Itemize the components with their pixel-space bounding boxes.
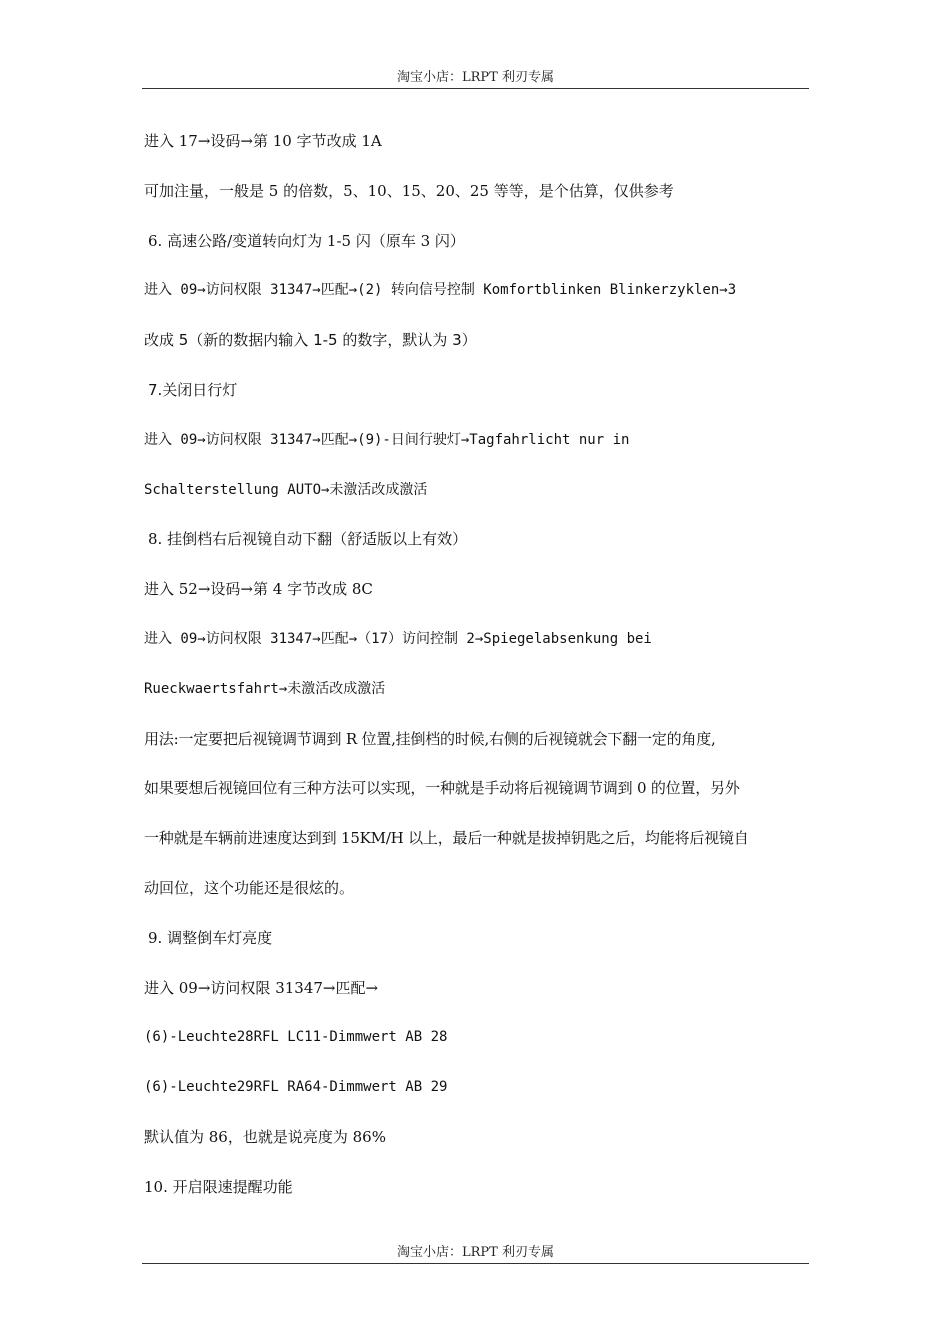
text-line: 用法:一定要把后视镜调节调到 R 位置,挂倒档的时候,右侧的后视镜就会下翻一定的角度,: [144, 729, 716, 748]
text-line: 进入 09→访问权限 31347→匹配→（17）访问控制 2→Spiegelabsenkung bei: [144, 630, 652, 647]
text-line: Schalterstellung AUTO→未激活改成激活: [144, 481, 428, 498]
text-line: 默认值为 86，也就是说亮度为 86%: [144, 1127, 386, 1146]
text-line: 改成 5（新的数据内输入 1-5 的数字，默认为 3）: [144, 331, 477, 350]
text-line: 进入 09→访问权限 31347→匹配→(9)-日间行驶灯→Tagfahrlicht nur in: [144, 431, 630, 448]
section-heading-7: 7.关闭日行灯: [148, 380, 238, 399]
text-line: 动回位，这个功能还是很炫的。: [144, 878, 355, 897]
text-line: (6)-Leuchte29RFL RA64-Dimmwert AB 29: [144, 1079, 448, 1096]
text-line: Rueckwaertsfahrt→未激活改成激活: [144, 680, 386, 697]
section-heading-9: 9. 调整倒车灯亮度: [148, 928, 273, 947]
section-heading-10: 10. 开启限速提醒功能: [144, 1177, 293, 1196]
page-header: 淘宝小店：LRPT 利刃专属: [397, 70, 554, 85]
text-line: 如果要想后视镜回位有三种方法可以实现，一种就是手动将后视镜调节调到 0 的位置，另外: [144, 779, 740, 798]
header-rule: [142, 88, 809, 89]
text-line: 进入 09→访问权限 31347→匹配→: [144, 978, 379, 997]
text-line: 可加注量，一般是 5 的倍数，5、10、15、20、25 等等，是个估算，仅供参考: [144, 181, 674, 200]
document-body: [144, 128, 809, 1224]
text-line: 进入 09→访问权限 31347→匹配→(2) 转向信号控制 Komfortblinken Blinkerzyklen→3: [144, 282, 737, 299]
section-heading-6: 6. 高速公路/变道转向灯为 1-5 闪（原车 3 闪）: [148, 231, 465, 250]
text-line: 进入 52→设码→第 4 字节改成 8C: [144, 580, 373, 599]
text-line: 进入 17→设码→第 10 字节改成 1A: [144, 132, 382, 150]
text-line: (6)-Leuchte28RFL LC11-Dimmwert AB 28: [144, 1029, 448, 1046]
page-footer: 淘宝小店：LRPT 利刃专属: [397, 1245, 554, 1260]
section-heading-8: 8. 挂倒档右后视镜自动下翻（舒适版以上有效）: [148, 530, 468, 549]
footer-rule: [142, 1263, 809, 1264]
text-line: 一种就是车辆前进速度达到到 15KM/H 以上，最后一种就是拔掉钥匙之后，均能将后视镜自: [144, 829, 749, 848]
